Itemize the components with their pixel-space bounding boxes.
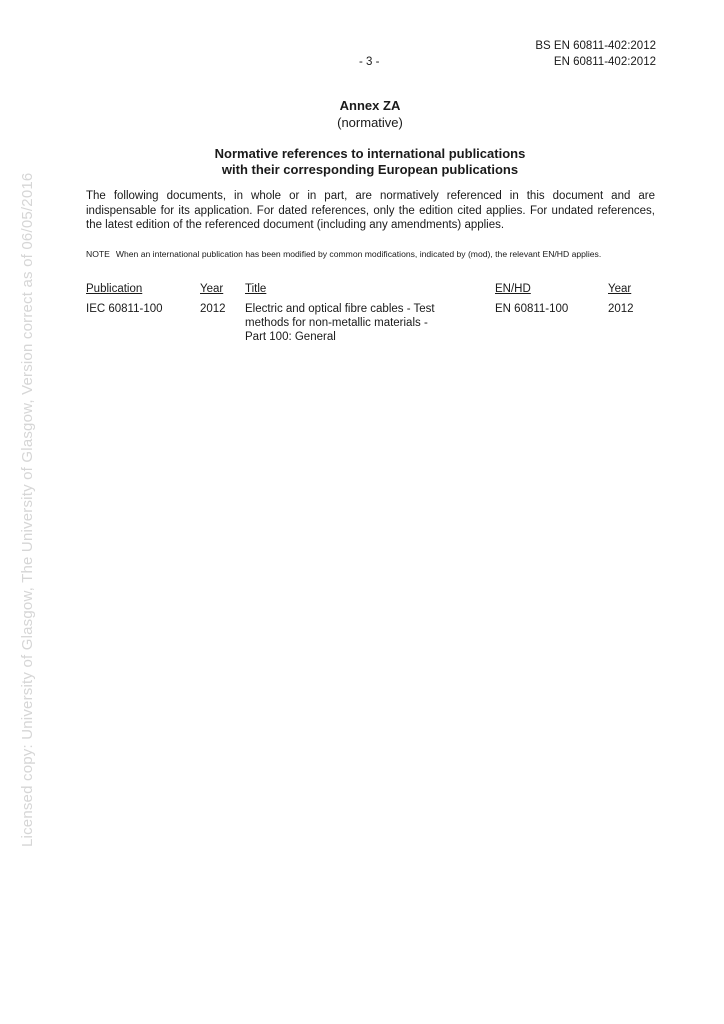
header-publication: Publication [86, 283, 143, 295]
table-row [86, 302, 656, 362]
cell-title-line3: Part 100: General [245, 331, 336, 343]
reference-table [86, 282, 656, 362]
cell-title-line1: Electric and optical fibre cables - Test [245, 303, 435, 315]
header-en-hd: EN/HD [495, 283, 531, 295]
cell-en-hd: EN 60811-100 [495, 303, 569, 315]
license-watermark: Licensed copy: University of Glasgow, The University of Glasgow, Version correct as of 06/05/2016 [19, 172, 36, 847]
note-text: When an international publication has been modified by common modifications, indicated by (mod), the relevant EN/HD applies. [115, 249, 602, 259]
annex-subtitle: (normative) [337, 115, 403, 130]
header-title: Title [245, 283, 267, 295]
cell-publication: IEC 60811-100 [86, 303, 163, 315]
table-header-row [86, 282, 656, 302]
note-paragraph [86, 248, 655, 260]
annex-title: Annex ZA [339, 98, 401, 113]
cell-en-year: 2012 [608, 303, 634, 315]
page-number: - 3 - [359, 56, 380, 68]
cell-title-line2: methods for non-metallic materials - [245, 317, 428, 329]
section-heading-line2: with their corresponding European publications [221, 162, 519, 177]
cell-year: 2012 [200, 303, 226, 315]
header-en-year: Year [608, 283, 632, 295]
section-heading-line1: Normative references to international publications [214, 146, 526, 161]
header-year: Year [200, 283, 224, 295]
cell-title [245, 302, 455, 344]
standard-code-bs: BS EN 60811-402:2012 [535, 40, 656, 52]
note-label: NOTE [86, 249, 110, 259]
intro-paragraph: The following documents, in whole or in part, are normatively referenced in this document and are indispensable for its application. For dated references, only the edition cited applies. For undated references, the latest edition of the referenced document (including any amendments) applies. [86, 190, 655, 231]
section-heading [0, 146, 724, 178]
standard-code-en: EN 60811-402:2012 [553, 56, 656, 68]
